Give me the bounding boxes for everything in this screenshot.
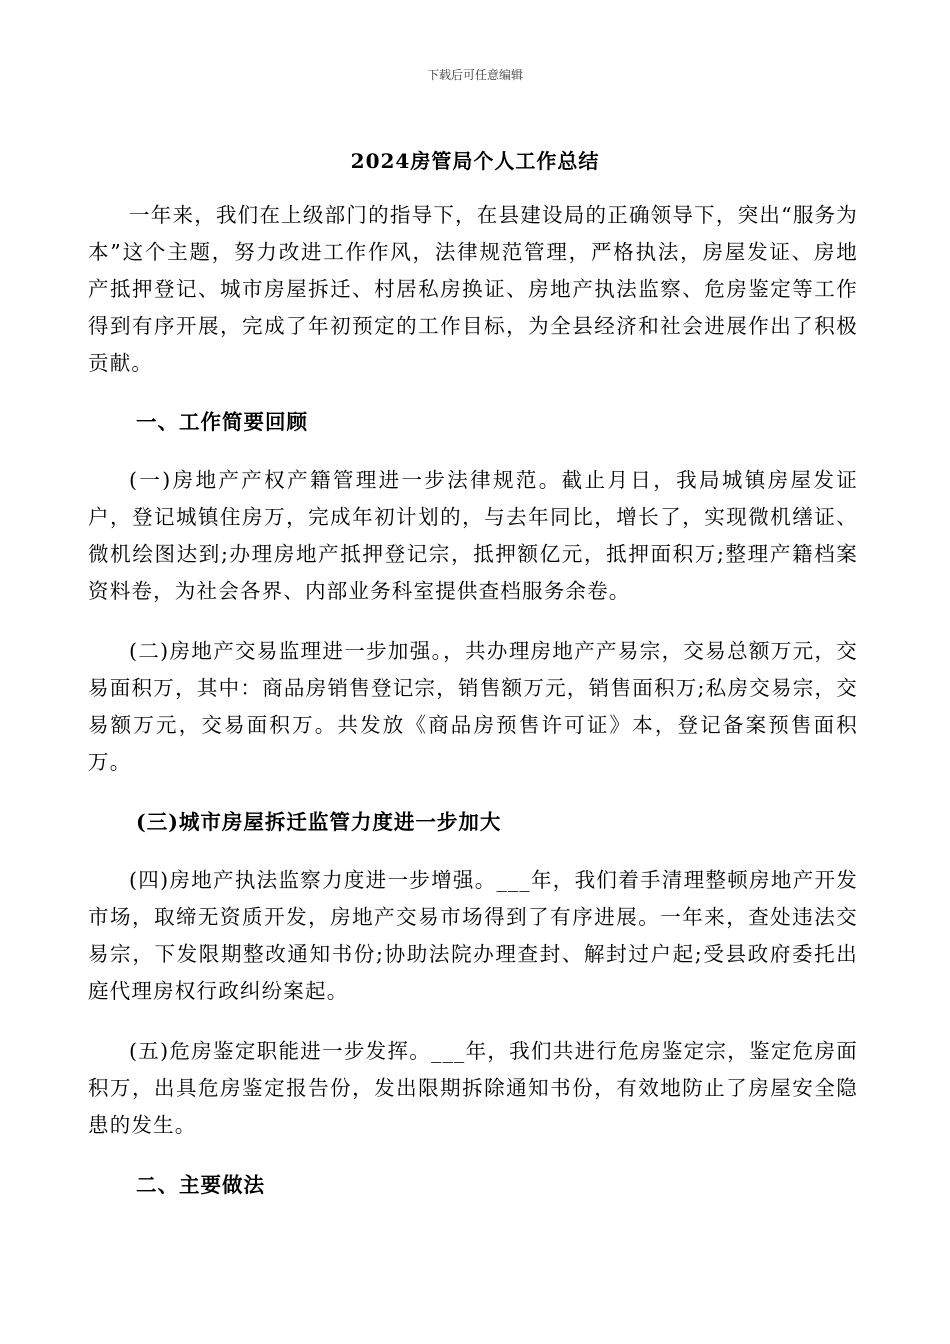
- intro-paragraph: 一年来，我们在上级部门的指导下，在县建设局的正确领导下，突出“服务为本”这个主题，努力改进工作作风，法律规范管理，严格执法，房屋发证、房地产抵押登记、城市房屋拆迁、村居私房换证、房地产执法监察、危房鉴定等工作得到有序开展，完成了年初预定的工作目标，为全县经济和社会进展作出了积极贡献。: [88, 203, 858, 375]
- item4-paragraph: (四)房地产执法监察力度进一步增强。___年，我们着手清理整顿房地产开发市场，取缔无资质开发，房地产交易市场得到了有序进展。一年来，查处违法交易宗，下发限期整改通知书份;协助法院办理查封、解封过户起;受县政府委托出庭代理房权行政纠纷案起。: [88, 868, 858, 1003]
- item3-heading: (三)城市房屋拆迁监管力度进一步加大: [136, 810, 502, 834]
- item1-paragraph: (一)房地产产权产籍管理进一步法律规范。截止月日，我局城镇房屋发证户，登记城镇住房万，完成年初计划的，与去年同比，增长了，实现微机缮证、微机绘图达到;办理房地产抵押登记宗，抵押额亿元，抵押面积万;整理产籍档案资料卷，为社会各界、内部业务科室提供查档服务余卷。: [88, 468, 858, 603]
- item5-paragraph: (五)危房鉴定职能进一步发挥。___年，我们共进行危房鉴定宗，鉴定危房面积万，出具危房鉴定报告份，发出限期拆除通知书份，有效地防止了房屋安全隐患的发生。: [88, 1039, 858, 1137]
- item2-paragraph: (二)房地产交易监理进一步加强。，共办理房地产产易宗，交易总额万元，交易面积万，其中：商品房销售登记宗，销售额万元，销售面积万;私房交易宗，交易额万元，交易面积万。共发放《商品房预售许可证》本，登记备案预售面积万。: [88, 639, 858, 774]
- section2-heading: 二、主要做法: [136, 1173, 265, 1197]
- document-title: 2024房管局个人工作总结: [350, 149, 600, 173]
- section1-heading: 一、工作简要回顾: [136, 410, 308, 434]
- header-note: 下载后可任意编辑: [426, 68, 523, 82]
